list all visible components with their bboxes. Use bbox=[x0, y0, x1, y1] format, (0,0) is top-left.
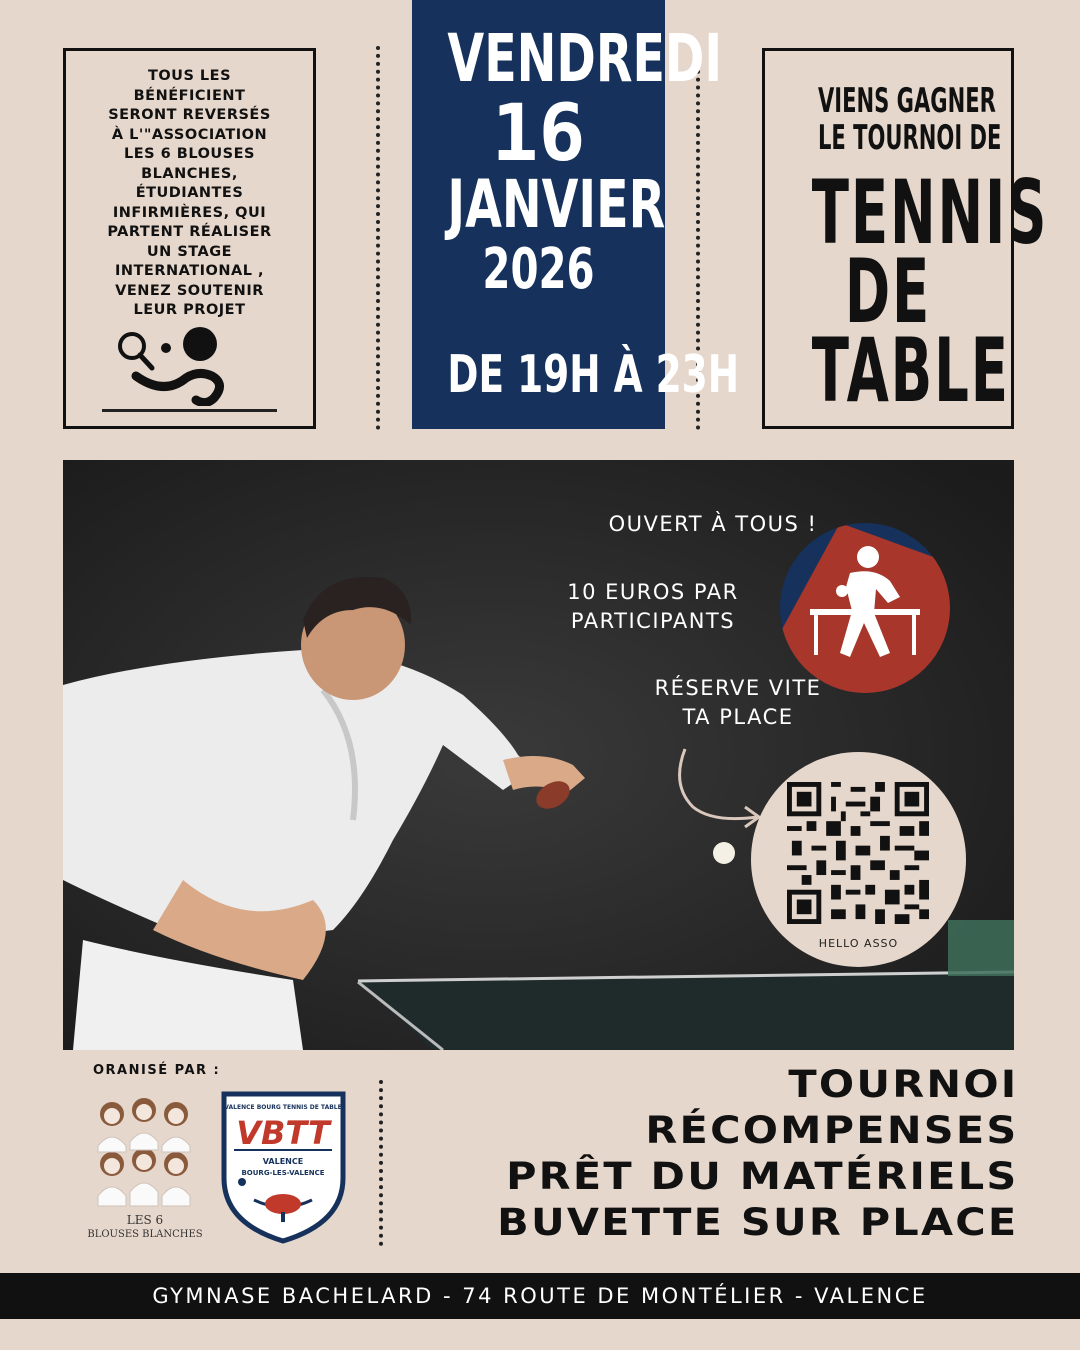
charity-line: INTERNATIONAL , bbox=[115, 263, 264, 279]
tournament-title-box bbox=[762, 48, 1049, 429]
divider-line bbox=[102, 409, 277, 412]
open-to-all-text: OUVERT À TOUS ! bbox=[608, 512, 818, 536]
charity-line: ÉTUDIANTES bbox=[135, 185, 244, 201]
charity-line: TOUS LES bbox=[147, 68, 232, 84]
player-photo-panel bbox=[63, 460, 1014, 1050]
feature-item: TOURNOI bbox=[787, 1063, 1018, 1106]
charity-line: BLANCHES, bbox=[141, 165, 238, 182]
vbtt-city: BOURG-LES-VALENCE bbox=[241, 1169, 325, 1177]
charity-line: À L'"ASSOCIATION bbox=[111, 126, 268, 143]
reserve-line: TA PLACE bbox=[682, 705, 794, 729]
title-line: DE bbox=[844, 240, 932, 343]
charity-text bbox=[78, 67, 301, 321]
intro-line: VIENS GAGNER bbox=[817, 81, 996, 121]
date-block bbox=[412, 0, 740, 429]
price-text bbox=[523, 578, 783, 636]
blouses-logo-line: LES 6 bbox=[126, 1213, 164, 1227]
event-year: 2026 bbox=[482, 237, 595, 302]
table-tennis-badge-icon bbox=[780, 523, 950, 693]
title-line: TABLE bbox=[811, 319, 1010, 422]
intro-line: LE TOURNOI DE bbox=[817, 118, 1002, 158]
charity-line: VENEZ SOUTENIR bbox=[115, 282, 264, 299]
vbtt-city: VALENCE bbox=[262, 1157, 304, 1166]
dotted-divider bbox=[376, 46, 380, 430]
price-line: PARTICIPANTS bbox=[570, 609, 736, 633]
ping-pong-player-icon bbox=[114, 326, 239, 406]
les-6-blouses-blanches-logo bbox=[82, 1090, 208, 1240]
charity-line: SERONT REVERSÉS bbox=[108, 107, 271, 123]
charity-info-box bbox=[63, 48, 316, 429]
title-line: TENNIS bbox=[811, 161, 1049, 264]
charity-line: PARTENT RÉALISER bbox=[107, 224, 272, 240]
charity-line: INFIRMIÈRES, QUI bbox=[112, 204, 267, 221]
event-time: DE 19H À 23H bbox=[447, 345, 740, 405]
vbtt-acronym: VBTT bbox=[236, 1114, 330, 1152]
feature-item: PRÊT DU MATÉRIELS bbox=[505, 1155, 1018, 1198]
qr-code-icon[interactable] bbox=[787, 782, 929, 924]
price-line: 10 EUROS PAR bbox=[567, 580, 739, 604]
event-month: JANVIER bbox=[447, 166, 666, 243]
event-date-number: 16 bbox=[491, 89, 586, 179]
charity-line: BÉNÉFICIENT bbox=[133, 87, 246, 104]
feature-item: RÉCOMPENSES bbox=[644, 1109, 1018, 1152]
qr-caption: HELLO ASSO bbox=[818, 937, 899, 950]
feature-item: BUVETTE SUR PLACE bbox=[496, 1201, 1018, 1244]
charity-line: UN STAGE bbox=[146, 243, 233, 260]
venue-address-bar: GYMNASE BACHELARD - 74 ROUTE DE MONTÉLIER - VALENCE bbox=[0, 1273, 1080, 1319]
vbtt-club-fullname: VALENCE BOURG TENNIS DE TABLE bbox=[224, 1104, 342, 1111]
reserve-line: RÉSERVE VITE bbox=[654, 676, 822, 700]
vbtt-club-logo bbox=[220, 1088, 347, 1245]
charity-line: LES 6 BLOUSES bbox=[124, 146, 255, 162]
blouses-logo-line: BLOUSES BLANCHES bbox=[87, 1229, 203, 1240]
features-list bbox=[496, 1062, 1018, 1246]
qr-code-badge[interactable] bbox=[751, 752, 966, 967]
main-title bbox=[765, 161, 1049, 422]
title-intro bbox=[775, 83, 1001, 157]
charity-line: LEUR PROJET bbox=[133, 302, 246, 318]
event-day: VENDREDI bbox=[447, 20, 723, 97]
dotted-divider bbox=[379, 1080, 383, 1246]
organised-by-label: ORANISÉ PAR : bbox=[93, 1063, 221, 1078]
